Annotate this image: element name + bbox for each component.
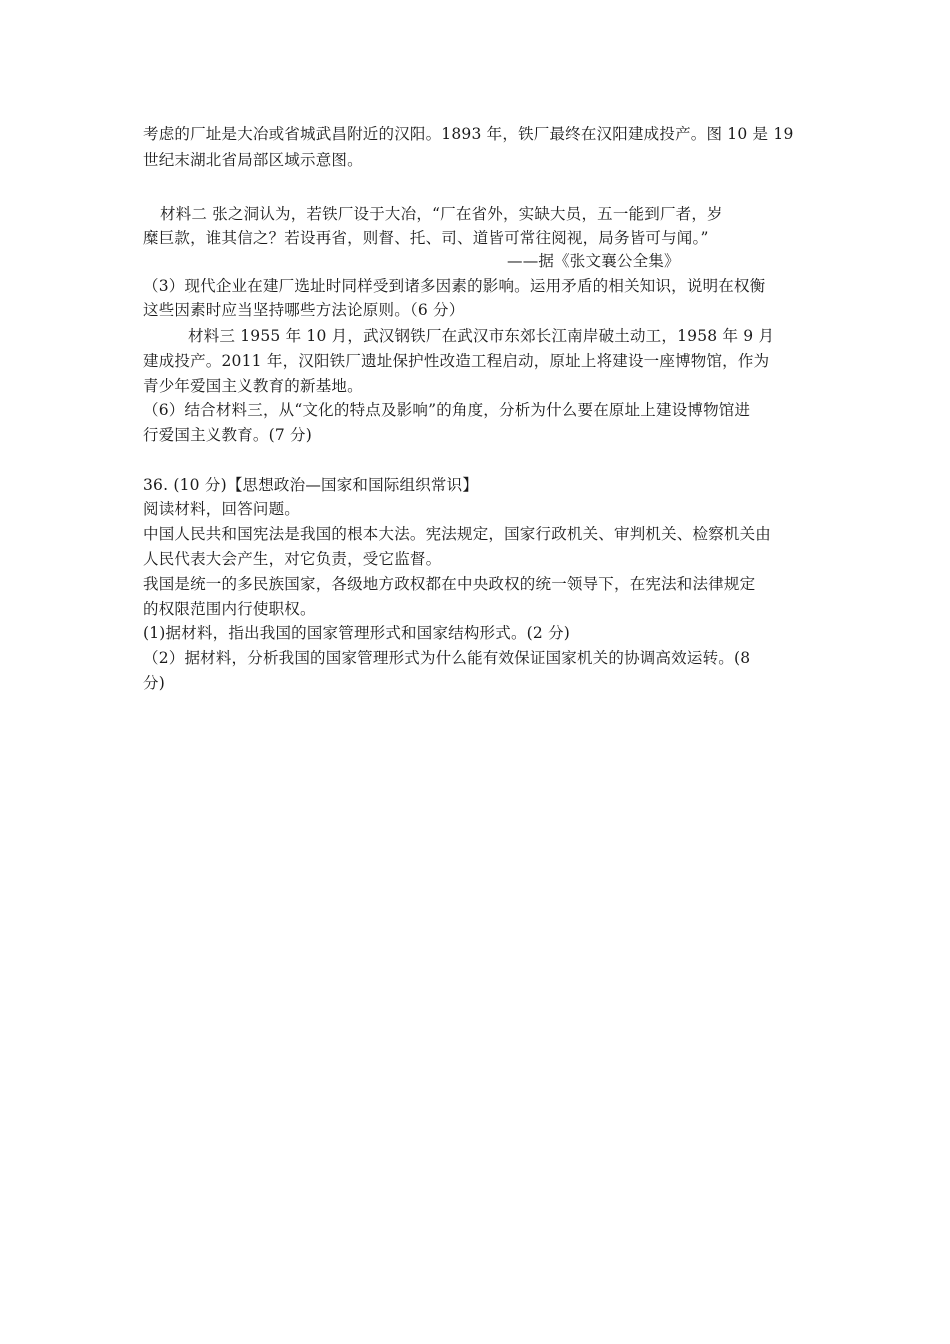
- q36-para2-line-2: 的权限范围内行使职权。: [143, 600, 316, 618]
- material2-line-2: 糜巨款，谁其信之？若设再省，则督、托、司、道皆可常往阅视，局务皆可与闻。”: [143, 229, 709, 247]
- q36-para2-line-1: 我国是统一的多民族国家，各级地方政权都在中央政权的统一领导下，在宪法和法律规定: [143, 575, 756, 593]
- q36-para1-line-1: 中国人民共和国宪法是我国的根本大法。宪法规定，国家行政机关、审判机关、检察机关由: [143, 525, 772, 543]
- question6-line-2: 行爱国主义教育。(7 分): [143, 426, 312, 444]
- material3-line-3: 青少年爱国主义教育的新基地。: [143, 377, 363, 395]
- q36-question1: (1)据材料，指出我国的国家管理形式和国家结构形式。(2 分): [143, 624, 571, 642]
- q36-instruction: 阅读材料，回答问题。: [143, 500, 301, 518]
- q36-question2-line-1: （2）据材料，分析我国的国家管理形式为什么能有效保证国家机关的协调高效运转。(8: [143, 649, 751, 667]
- material3-line-2: 建成投产。2011 年，汉阳铁厂遗址保护性改造工程启动，原址上将建设一座博物馆，作为: [143, 352, 770, 370]
- q36-para1-line-2: 人民代表大会产生，对它负责，受它监督。: [143, 550, 442, 568]
- question3-line-1: （3）现代企业在建厂选址时同样受到诸多因素的影响。运用矛盾的相关知识，说明在权衡: [143, 277, 766, 295]
- material3-line-1: 材料三 1955 年 10 月，武汉钢铁厂在武汉市东郊长江南岸破土动工，1958 年 9 月: [188, 327, 775, 345]
- question6-line-1: （6）结合材料三，从“文化的特点及影响”的角度，分析为什么要在原址上建设博物馆进: [143, 401, 751, 419]
- material2-source: ——据《张文襄公全集》: [507, 252, 680, 270]
- intro-line-1: 考虑的厂址是大冶或省城武昌附近的汉阳。1893 年，铁厂最终在汉阳建成投产。图 10 是 19: [143, 125, 794, 143]
- material2-line-1: 材料二 张之洞认为，若铁厂设于大冶，“厂在省外，实缺大员，五一能到厂者，岁: [160, 205, 723, 223]
- question3-line-2: 这些因素时应当坚持哪些方法论原则。（6 分）: [143, 301, 465, 319]
- q36-question2-line-2: 分): [143, 674, 165, 692]
- intro-line-2: 世纪末湖北省局部区域示意图。: [143, 151, 363, 169]
- q36-heading: 36. (10 分)【思想政治—国家和国际组织常识】: [143, 476, 479, 494]
